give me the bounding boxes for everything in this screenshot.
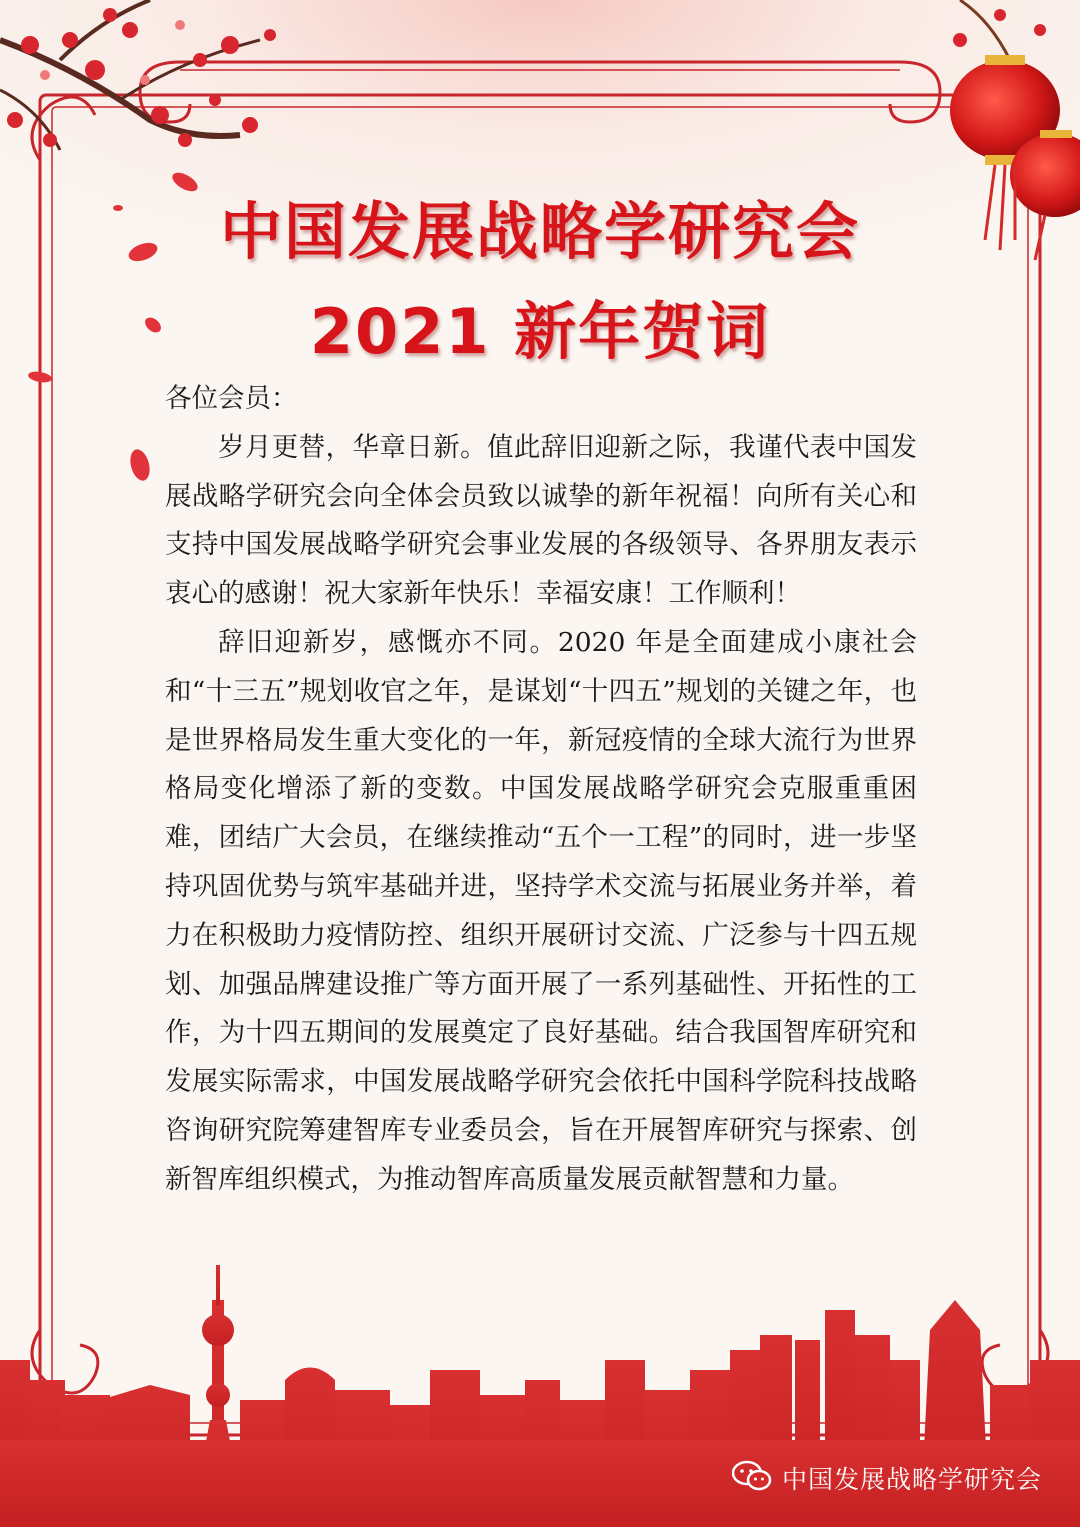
letter-paragraph-2: 辞旧迎新岁，感慨亦不同。2020 年是全面建成小康社会和“十三五”规划收官之年，是谋划“十四五”规划的关键之年，也是世界格局发生重大变化的一年，新冠疫情的全球大流行为世界格局变化增添了新的变数。中国发展战略学研究会克服重重困难，团结广大会员，在继续推动“五个一工程”的同时，进一步坚持巩固优势与筑牢基础并进，坚持学术交流与拓展业务并举，着力在积极助力疫情防控、组织开展研讨交流、广泛参与十四五规划、加强品牌建设推广等方面开展了一系列基础性、开拓性的工作，为十四五期间的发展奠定了良好基础。结合我国智库研究和发展实际需求，中国发展战略学研究会依托中国科学院科技战略咨询研究院筹建智库专业委员会，旨在开展智库研究与探索、创新智库组织模式，为推动智库高质量发展贡献智慧和力量。: [165, 626, 917, 1195]
letter-paragraph-1: 岁月更替，华章日新。值此辞旧迎新之际，我谨代表中国发展战略学研究会向全体会员致以诚挚的新年祝福！向所有关心和支持中国发展战略学研究会事业发展的各级领导、各界朋友表示衷心的感谢！祝大家新年快乐！幸福安康！工作顺利！: [165, 431, 917, 610]
page-subtitle: 2021 新年贺词: [309, 295, 771, 368]
wechat-account-footer: [732, 1458, 1042, 1498]
letter-body: [165, 375, 917, 1205]
letter-greeting: 各位会员：: [165, 383, 298, 414]
wechat-icon: [732, 1460, 772, 1496]
page-title: 中国发展战略学研究会: [219, 195, 860, 268]
account-name: 中国发展战略学研究会: [781, 1465, 1042, 1494]
